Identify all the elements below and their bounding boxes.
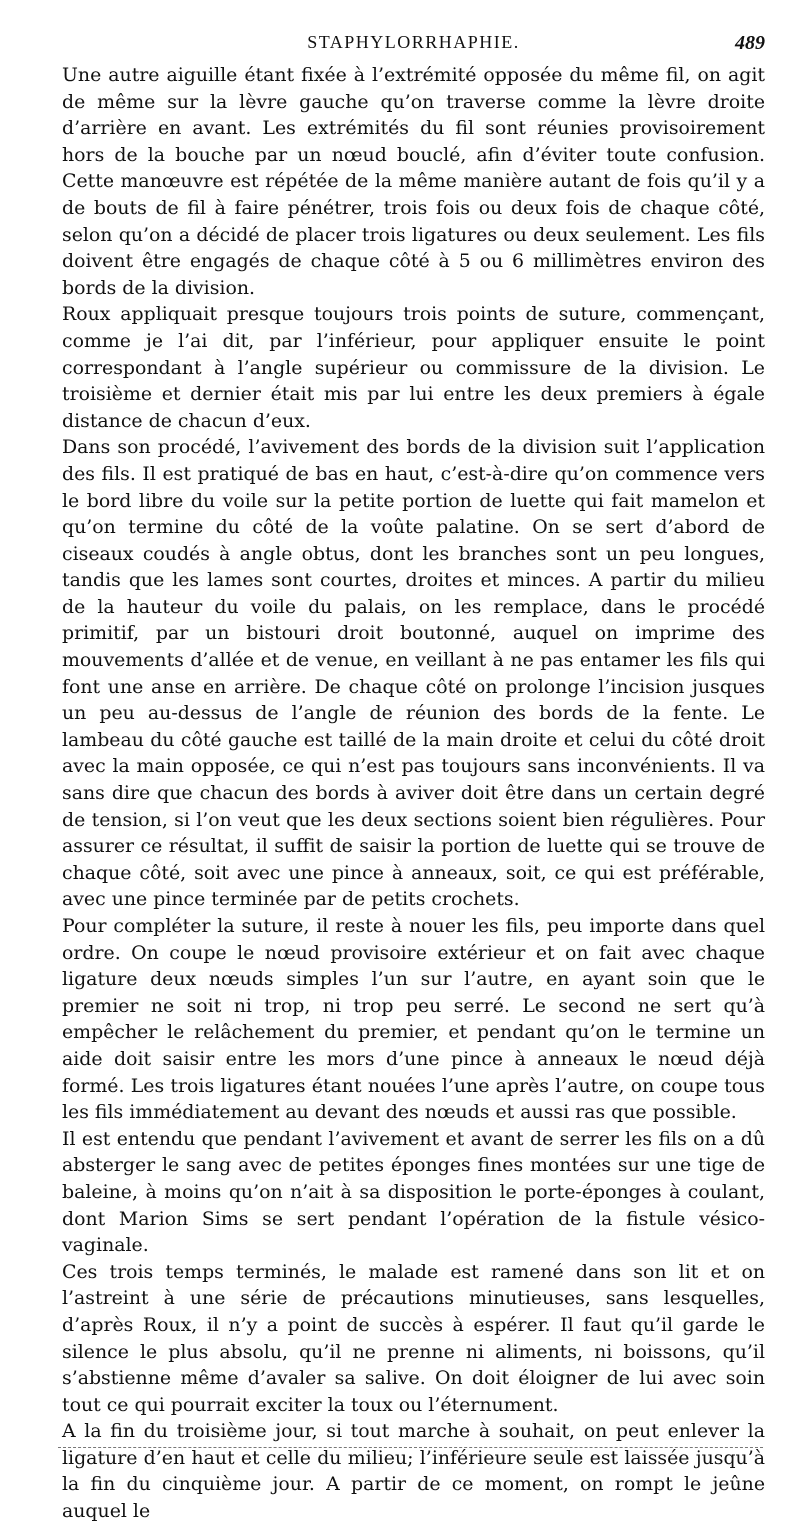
paragraph: Dans son procédé, l’avivement des bords de la division suit l’application des fils. Il est pratiqué de bas en haut, c’est-à-dire qu’on commence vers le bord libre du voile sur la petite portion de luette qui fait mamelon et qu’on termine du côté de la voûte palatine. On se sert d’abord de ciseaux coudés à angle obtus, dont les branches sont un peu longues, tandis que les lames sont courtes, droites et minces. A partir du milieu de la hauteur du voile du palais, on les remplace, dans le procédé primitif, par un bistouri droit boutonné, auquel on imprime des mouvements d’allée et de venue, en veillant à ne pas entamer les fils qui font une anse en arrière. De chaque côté on prolonge l’incision jusques un peu au-dessus de l’angle de réunion des bords de la fente. Le lambeau du côté gauche est taillé de la main droite et celui du côté droit avec la main opposée, ce qui n’est pas toujours sans inconvénients. Il va sans dire que chacun des bords à aviver doit être dans un certain degré de tension, si l’on veut que les deux sections soient bien régulières. Pour assurer ce résultat, il suffit de saisir la portion de luette qui se trouve de chaque côté, soit avec une pince à anneaux, soit, ce qui est préférable, avec une pince terminée par de petits crochets. [62,436,765,911]
book-page [62,28,765,1525]
paragraph: A la fin du troisième jour, si tout marche à souhait, on peut enlever la ligature d’en haut et celle du milieu; l’inférieure seule est laissée jusqu’à la fin du cinquième jour. A partir de ce moment, on rompt le jeûne auquel le [62,1420,765,1523]
paragraph: Une autre aiguille étant fixée à l’extrémité opposée du même fil, on agit de même sur la lèvre gauche qu’on traverse comme la lèvre droite d’arrière en avant. Les extrémités du fil sont réunies provisoirement hors de la bouche par un nœud bouclé, afin d’éviter toute confusion. Cette manœuvre est répétée de la même manière autant de fois qu’il y a de bouts de fil à faire pénétrer, trois fois ou deux fois de chaque côté, selon qu’on a décidé de placer trois ligatures ou deux seulement. Les fils doivent être engagés de chaque côté à 5 ou 6 millimètres environ des bords de la division. [62,64,765,299]
paragraph: Pour compléter la suture, il reste à nouer les fils, peu importe dans quel ordre. On coupe le nœud provisoire extérieur et on fait avec chaque ligature deux nœuds simples l’un sur l’autre, en ayant soin que le premier ne soit ni trop, ni trop peu serré. Le second ne sert qu’à empêcher le relâchement du premier, et pendant qu’on le termine un aide doit saisir entre les mors d’une pince à anneaux le nœud déjà formé. Les trois ligatures étant nouées l’une après l’autre, on coupe tous les fils immédiatement au devant des nœuds et aussi ras que possible. [62,915,765,1124]
bottom-rule [58,1447,763,1448]
running-head: STAPHYLORRHAPHIE. [307,32,520,52]
paragraph: Il est entendu que pendant l’avivement et avant de serrer les fils on a dû absterger le sang avec de petites éponges fines montées sur une tige de baleine, à moins qu’on n’ait à sa disposition le porte-éponges à coulant, dont Marion Sims se sert pendant l’opération de la fistule vésico-vaginale. [62,1127,765,1257]
page-number: 489 [735,32,765,54]
paragraph: Ces trois temps terminés, le malade est ramené dans son lit et on l’astreint à une série de précautions minutieuses, sans lesquelles, d’après Roux, il n’y a point de succès à espérer. Il faut qu’il garde le silence le plus absolu, qu’il ne prenne ni aliments, ni boissons, qu’il s’abstienne même d’avaler sa salive. On doit éloigner de lui avec soin tout ce qui pourrait exciter la toux ou l’éternument. [62,1260,765,1416]
page-header [62,28,765,62]
body-text [62,62,765,1525]
paragraph: Roux appliquait presque toujours trois points de suture, commençant, comme je l’ai dit, par l’inférieur, pour appliquer ensuite le point correspondant à l’angle supérieur ou commissure de la division. Le troisième et dernier était mis par lui entre les deux premiers à égale distance de chacun d’eux. [62,303,765,432]
